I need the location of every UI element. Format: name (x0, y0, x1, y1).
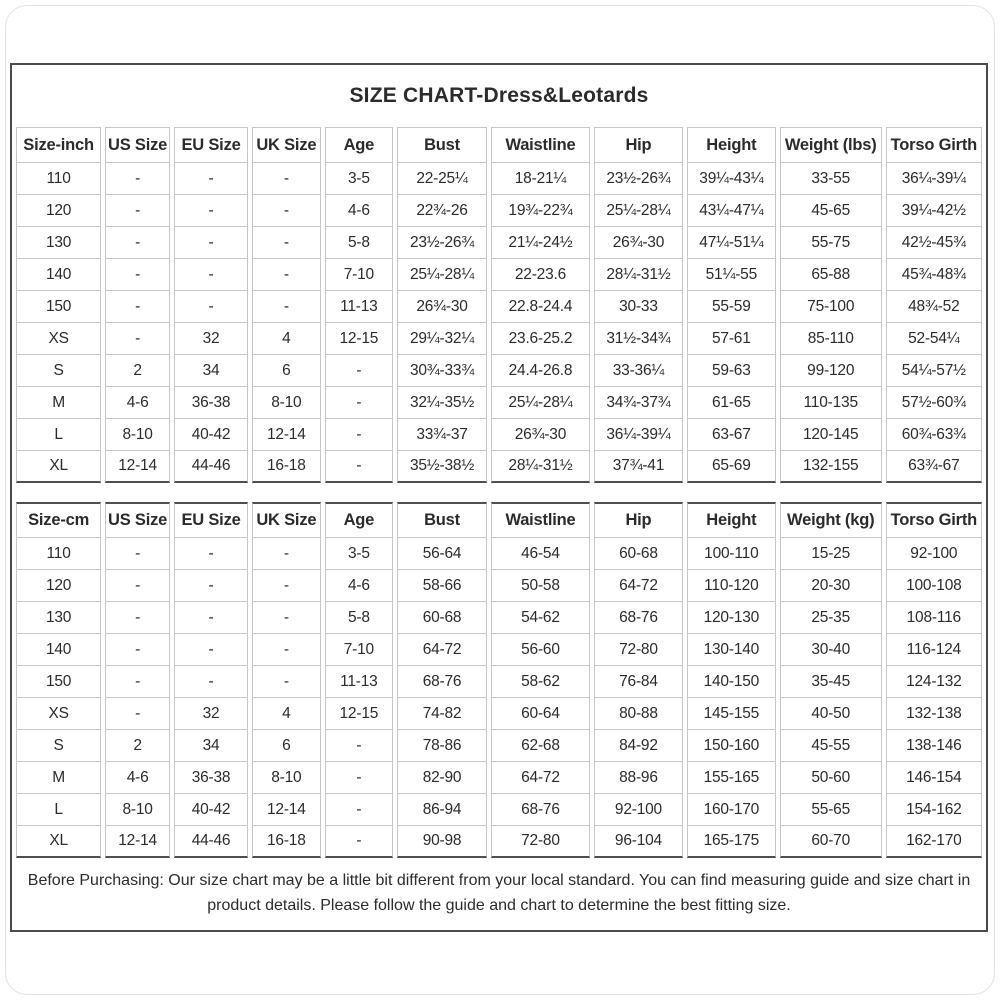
table-cell: 63-67 (687, 419, 776, 451)
table-cell: 12-14 (105, 451, 170, 483)
table-row (16, 451, 982, 483)
table-cell: - (105, 291, 170, 323)
table-cell: 4 (252, 698, 321, 730)
table-cell: 12-14 (105, 826, 170, 858)
table-row (16, 570, 982, 602)
table-cell: 25-35 (780, 602, 882, 634)
table-cell: 40-42 (174, 794, 248, 826)
table-cell: 28¼-31½ (491, 451, 590, 483)
table-cell: 92-100 (594, 794, 683, 826)
table-cell: XS (16, 323, 101, 355)
table-cell: 110-135 (780, 387, 882, 419)
table-cell: 60-68 (594, 538, 683, 570)
table-cell: 160-170 (687, 794, 776, 826)
table-cell: 36-38 (174, 387, 248, 419)
table-cell: 11-13 (325, 291, 394, 323)
table-cell: 34 (174, 730, 248, 762)
table-cell: - (174, 195, 248, 227)
table-cell: L (16, 794, 101, 826)
table-cell: 8-10 (105, 794, 170, 826)
table-cell: - (105, 634, 170, 666)
table-cell: 12-15 (325, 323, 394, 355)
table-cell: 130 (16, 602, 101, 634)
table-cell: 12-14 (252, 419, 321, 451)
column-header: Bust (397, 127, 487, 163)
table-row (16, 419, 982, 451)
table-cell: 110-120 (687, 570, 776, 602)
table-cell: 4-6 (105, 762, 170, 794)
table-cell: 84-92 (594, 730, 683, 762)
table-row (16, 602, 982, 634)
table-cell: 56-60 (491, 634, 590, 666)
table-cell: 55-59 (687, 291, 776, 323)
table-cell: 40-42 (174, 419, 248, 451)
column-header: Hip (594, 127, 683, 163)
table-cell: 48¾-52 (886, 291, 982, 323)
table-cell: 45-65 (780, 195, 882, 227)
table-row (16, 195, 982, 227)
table-cell: 57½-60¾ (886, 387, 982, 419)
table-cell: 92-100 (886, 538, 982, 570)
table-cell: 29¼-32¼ (397, 323, 487, 355)
table-cell: 8-10 (252, 762, 321, 794)
table-cell: 12-15 (325, 698, 394, 730)
table-cell: 52-54¼ (886, 323, 982, 355)
table-cell: 22-25¼ (397, 163, 487, 195)
column-header: Height (687, 502, 776, 538)
table-cell: 138-146 (886, 730, 982, 762)
table-cell: 90-98 (397, 826, 487, 858)
table-cell: - (252, 195, 321, 227)
column-header: Age (325, 502, 394, 538)
table-cell: - (252, 227, 321, 259)
column-header: US Size (105, 127, 170, 163)
table-cell: 150 (16, 666, 101, 698)
table-row (16, 762, 982, 794)
table-row (16, 323, 982, 355)
table-cell: 82-90 (397, 762, 487, 794)
table-cell: - (252, 602, 321, 634)
table-cell: 65-69 (687, 451, 776, 483)
table-cell: S (16, 730, 101, 762)
table-cell: 45-55 (780, 730, 882, 762)
table-cell: 55-75 (780, 227, 882, 259)
table-cell: 21¼-24½ (491, 227, 590, 259)
table-cell: 56-64 (397, 538, 487, 570)
table-cell: 146-154 (886, 762, 982, 794)
table-cell: 22.8-24.4 (491, 291, 590, 323)
table-cell: - (252, 634, 321, 666)
table-cell: 162-170 (886, 826, 982, 858)
table-cell: 4-6 (325, 570, 394, 602)
table-cell: XL (16, 451, 101, 483)
table-cell: 35½-38½ (397, 451, 487, 483)
table-cell: 145-155 (687, 698, 776, 730)
table-cell: 120 (16, 570, 101, 602)
table-cell: 124-132 (886, 666, 982, 698)
table-cell: 39¼-42½ (886, 195, 982, 227)
table-cell: 60-68 (397, 602, 487, 634)
table-cell: - (105, 227, 170, 259)
table-cell: 54¼-57½ (886, 355, 982, 387)
table-cell: 108-116 (886, 602, 982, 634)
table-cell: - (174, 163, 248, 195)
table-cell: L (16, 419, 101, 451)
table-cell: 18-21¼ (491, 163, 590, 195)
table-cell: 6 (252, 730, 321, 762)
table-cell: 34 (174, 355, 248, 387)
table-cell: - (105, 323, 170, 355)
column-header: Size-inch (16, 127, 101, 163)
table-cell: 64-72 (594, 570, 683, 602)
table-cell: 50-60 (780, 762, 882, 794)
table-cell: 26¾-30 (397, 291, 487, 323)
table-cell: - (105, 666, 170, 698)
table-cell: - (105, 698, 170, 730)
table-cell: 54-62 (491, 602, 590, 634)
table-cell: 140 (16, 634, 101, 666)
table-cell: 68-76 (491, 794, 590, 826)
table-cell: 3-5 (325, 163, 394, 195)
column-header: Size-cm (16, 502, 101, 538)
table-cell: 5-8 (325, 602, 394, 634)
table-cell: 8-10 (105, 419, 170, 451)
table-cell: 65-88 (780, 259, 882, 291)
table-cell: 22¾-26 (397, 195, 487, 227)
table-cell: - (105, 570, 170, 602)
column-header: Hip (594, 502, 683, 538)
table-cell: 60-64 (491, 698, 590, 730)
table-cell: 100-110 (687, 538, 776, 570)
table-cell: - (252, 570, 321, 602)
table-cell: - (174, 227, 248, 259)
table-cell: 26¾-30 (594, 227, 683, 259)
table-cell: 72-80 (594, 634, 683, 666)
table-cell: M (16, 387, 101, 419)
column-header: Torso Girth (886, 502, 982, 538)
table-cell: XL (16, 826, 101, 858)
table-cell: 120 (16, 195, 101, 227)
table-cell: 85-110 (780, 323, 882, 355)
table-cell: 110 (16, 163, 101, 195)
table-cell: 80-88 (594, 698, 683, 730)
table-row (16, 163, 982, 195)
table-cell: - (252, 163, 321, 195)
table-cell: - (325, 419, 394, 451)
table-cell: 12-14 (252, 794, 321, 826)
table-cell: 7-10 (325, 259, 394, 291)
table-cell: 75-100 (780, 291, 882, 323)
column-header: Weight (kg) (780, 502, 882, 538)
table-cell: 8-10 (252, 387, 321, 419)
table-cell: - (174, 602, 248, 634)
table-cell: 132-138 (886, 698, 982, 730)
table-cell: 130-140 (687, 634, 776, 666)
table-cell: 64-72 (397, 634, 487, 666)
table-cell: 36¼-39¼ (594, 419, 683, 451)
table-row (16, 291, 982, 323)
table-cell: 120-130 (687, 602, 776, 634)
table-cell: - (252, 666, 321, 698)
table-cell: 22-23.6 (491, 259, 590, 291)
table-cell: 64-72 (491, 762, 590, 794)
table-cell: - (105, 602, 170, 634)
table-cell: 57-61 (687, 323, 776, 355)
table-cell: 23½-26¾ (594, 163, 683, 195)
table-cell: 25¼-28¼ (594, 195, 683, 227)
table-cell: 120-145 (780, 419, 882, 451)
header-row (16, 502, 982, 538)
table-cell: 24.4-26.8 (491, 355, 590, 387)
table-cell: 30-33 (594, 291, 683, 323)
column-header: Weight (lbs) (780, 127, 882, 163)
table-cell: - (325, 794, 394, 826)
table-cell: 78-86 (397, 730, 487, 762)
table-cell: 33¾-37 (397, 419, 487, 451)
table-cell: 37¾-41 (594, 451, 683, 483)
table-row (16, 634, 982, 666)
table-cell: 88-96 (594, 762, 683, 794)
column-header: Torso Girth (886, 127, 982, 163)
table-cell: 68-76 (397, 666, 487, 698)
table-cell: 39¼-43¼ (687, 163, 776, 195)
table-cell: - (325, 355, 394, 387)
table-cell: 33-36¼ (594, 355, 683, 387)
table-cell: - (325, 826, 394, 858)
table-cell: 26¾-30 (491, 419, 590, 451)
size-table-inch (12, 127, 986, 483)
column-header: EU Size (174, 127, 248, 163)
table-cell: 20-30 (780, 570, 882, 602)
table-row (16, 698, 982, 730)
purchase-note: Before Purchasing: Our size chart may be a little bit different from your local standard. You can find measuring guide and size chart in product details. Please follow the guide and chart to determine the best fitting size. (27, 872, 971, 914)
table-cell: 2 (105, 730, 170, 762)
table-cell: - (174, 634, 248, 666)
table-row (16, 730, 982, 762)
column-header: Age (325, 127, 394, 163)
table-cell: 45¾-48¾ (886, 259, 982, 291)
table-cell: S (16, 355, 101, 387)
table-cell: - (105, 538, 170, 570)
column-header: Waistline (491, 127, 590, 163)
table-cell: 35-45 (780, 666, 882, 698)
table-cell: 25¼-28¼ (397, 259, 487, 291)
table-cell: - (174, 291, 248, 323)
table-cell: 74-82 (397, 698, 487, 730)
table-cell: - (325, 730, 394, 762)
table-row (16, 538, 982, 570)
table-cell: 50-58 (491, 570, 590, 602)
size-table-cm (12, 502, 986, 858)
table-cell: - (252, 291, 321, 323)
table-gap (12, 483, 986, 502)
table-cell: - (325, 762, 394, 794)
table-cell: 154-162 (886, 794, 982, 826)
table-cell: - (252, 259, 321, 291)
table-row (16, 387, 982, 419)
table-cell: 55-65 (780, 794, 882, 826)
table-cell: 58-62 (491, 666, 590, 698)
table-cell: 40-50 (780, 698, 882, 730)
table-cell: 34¾-37¾ (594, 387, 683, 419)
size-chart-box (10, 63, 988, 932)
column-header: Height (687, 127, 776, 163)
table-cell: 60-70 (780, 826, 882, 858)
table-cell: 42½-45¾ (886, 227, 982, 259)
column-header: EU Size (174, 502, 248, 538)
table-cell: 51¼-55 (687, 259, 776, 291)
table-row (16, 355, 982, 387)
table-cell: - (105, 195, 170, 227)
table-cell: 33-55 (780, 163, 882, 195)
table-cell: 43¼-47¼ (687, 195, 776, 227)
table-cell: 36-38 (174, 762, 248, 794)
table-cell: 36¼-39¼ (886, 163, 982, 195)
table-cell: 59-63 (687, 355, 776, 387)
table-cell: - (174, 666, 248, 698)
table-cell: 7-10 (325, 634, 394, 666)
table-cell: 130 (16, 227, 101, 259)
table-cell: 4 (252, 323, 321, 355)
table-cell: 86-94 (397, 794, 487, 826)
chart-title: SIZE CHART-Dress&Leotards (349, 84, 649, 107)
table-cell: 155-165 (687, 762, 776, 794)
table-cell: 28¼-31½ (594, 259, 683, 291)
table-cell: 32 (174, 323, 248, 355)
table-cell: 5-8 (325, 227, 394, 259)
table-cell: 116-124 (886, 634, 982, 666)
table-cell: 68-76 (594, 602, 683, 634)
table-cell: 58-66 (397, 570, 487, 602)
table-cell: XS (16, 698, 101, 730)
table-cell: 100-108 (886, 570, 982, 602)
table-cell: 96-104 (594, 826, 683, 858)
table-cell: 19¾-22¾ (491, 195, 590, 227)
table-cell: 165-175 (687, 826, 776, 858)
column-header: UK Size (252, 502, 321, 538)
table-row (16, 227, 982, 259)
table-cell: 150-160 (687, 730, 776, 762)
table-row (16, 826, 982, 858)
table-cell: 110 (16, 538, 101, 570)
table-row (16, 794, 982, 826)
table-cell: 47¼-51¼ (687, 227, 776, 259)
table-cell: 72-80 (491, 826, 590, 858)
table-cell: 44-46 (174, 451, 248, 483)
table-cell: - (325, 451, 394, 483)
table-cell: 6 (252, 355, 321, 387)
table-cell: 16-18 (252, 826, 321, 858)
table-cell: 44-46 (174, 826, 248, 858)
table-cell: 30-40 (780, 634, 882, 666)
table-cell: 23½-26¾ (397, 227, 487, 259)
table-cell: 16-18 (252, 451, 321, 483)
table-cell: 2 (105, 355, 170, 387)
table-cell: 132-155 (780, 451, 882, 483)
table-cell: 140-150 (687, 666, 776, 698)
table-cell: 150 (16, 291, 101, 323)
table-cell: 63¾-67 (886, 451, 982, 483)
table-cell: - (252, 538, 321, 570)
header-row (16, 127, 982, 163)
column-header: UK Size (252, 127, 321, 163)
table-cell: 32¼-35½ (397, 387, 487, 419)
table-cell: - (325, 387, 394, 419)
table-cell: - (105, 163, 170, 195)
table-cell: 99-120 (780, 355, 882, 387)
table-cell: - (174, 538, 248, 570)
table-cell: 23.6-25.2 (491, 323, 590, 355)
table-cell: - (105, 259, 170, 291)
column-header: Bust (397, 502, 487, 538)
table-row (16, 259, 982, 291)
table-cell: 140 (16, 259, 101, 291)
table-cell: 31½-34¾ (594, 323, 683, 355)
table-cell: 4-6 (325, 195, 394, 227)
table-row (16, 666, 982, 698)
table-cell: 25¼-28¼ (491, 387, 590, 419)
table-cell: 32 (174, 698, 248, 730)
table-cell: 30¾-33¾ (397, 355, 487, 387)
table-cell: 3-5 (325, 538, 394, 570)
table-cell: 62-68 (491, 730, 590, 762)
table-cell: - (174, 259, 248, 291)
table-cell: M (16, 762, 101, 794)
table-cell: 4-6 (105, 387, 170, 419)
table-cell: 76-84 (594, 666, 683, 698)
table-cell: 60¾-63¾ (886, 419, 982, 451)
table-cell: 46-54 (491, 538, 590, 570)
table-cell: 11-13 (325, 666, 394, 698)
column-header: Waistline (491, 502, 590, 538)
table-cell: 15-25 (780, 538, 882, 570)
table-cell: - (174, 570, 248, 602)
table-cell: 61-65 (687, 387, 776, 419)
column-header: US Size (105, 502, 170, 538)
